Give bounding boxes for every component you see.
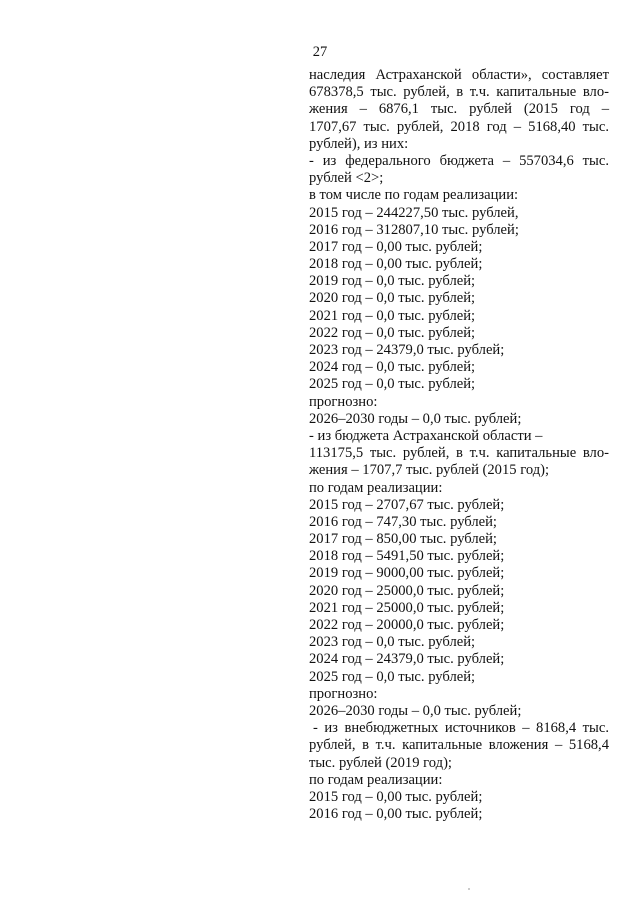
text-line: 2022 год – 0,0 тыс. рублей; [309,324,476,341]
scan-speck [468,888,470,890]
text-line: 2017 год – 0,00 тыс. рублей; [309,238,483,255]
text-line: по годам реализации: [309,479,443,496]
text-line: 113175,5 тыс. рублей, в т.ч. капитальные вло- [309,445,609,462]
text-line: 2026–2030 годы – 0,0 тыс. рублей; [309,702,522,719]
text-line: - из федерального бюджета – 557034,6 тыс. [309,152,609,169]
text-line: 2016 год – 0,00 тыс. рублей; [309,806,483,823]
text-line: - из бюджета Астраханской области – [309,427,543,444]
text-line: наследия Астраханской области», составляет [309,67,609,83]
text-line: тыс. рублей (2019 год); [309,754,452,771]
text-line: 2021 год – 25000,0 тыс. рублей; [309,599,505,616]
text-line: 2022 год – 20000,0 тыс. рублей; [309,617,505,633]
text-line: в том числе по годам реализации: [309,187,519,204]
text-line: 2025 год – 0,0 тыс. рублей; [309,668,476,685]
text-line: 2015 год – 0,00 тыс. рублей; [309,788,483,805]
text-line: 2023 год – 0,0 тыс. рублей; [309,634,476,651]
text-line: по годам реализации: [309,771,443,788]
text-line: 2026–2030 годы – 0,0 тыс. рублей; [309,410,522,427]
text-line: прогнозно: [309,393,378,410]
text-line: 2025 год – 0,0 тыс. рублей; [309,376,476,393]
text-line: рублей <2>; [309,170,384,187]
text-line: рублей, в т.ч. капитальные вложения – 5168,4 [309,737,609,754]
text-line: 1707,67 тыс. рублей, 2018 год – 5168,40 тыс. [309,118,609,135]
text-line: 2023 год – 24379,0 тыс. рублей; [309,342,505,358]
text-line: 2024 год – 0,0 тыс. рублей; [309,359,476,376]
text-line: 2020 год – 0,0 тыс. рублей; [309,290,476,307]
text-line: 2017 год – 850,00 тыс. рублей; [309,531,497,548]
text-line: жения – 1707,7 тыс. рублей (2015 год); [309,462,550,479]
text-line: 2015 год – 2707,67 тыс. рублей; [309,496,505,513]
text-line: 2016 год – 747,30 тыс. рублей; [309,513,497,530]
text-line: 2018 год – 0,00 тыс. рублей; [309,256,483,273]
text-line: 2015 год – 244227,50 тыс. рублей, [309,204,519,221]
text-line: 2020 год – 25000,0 тыс. рублей; [309,582,505,599]
text-line: 2021 год – 0,0 тыс. рублей; [309,307,476,324]
text-line: прогнозно: [309,685,378,702]
text-line: 2024 год – 24379,0 тыс. рублей; [309,651,505,668]
text-line: 678378,5 тыс. рублей, в т.ч. капитальные вло- [309,84,609,101]
text-line: жения – 6876,1 тыс. рублей (2015 год – [309,101,609,118]
body-text [309,67,609,823]
text-line: - из внебюджетных источников – 8168,4 тыс. [313,720,609,737]
text-line: 2016 год – 312807,10 тыс. рублей; [309,221,519,238]
text-line: рублей), из них: [309,135,409,152]
page-number: 27 [312,44,328,60]
text-line: 2018 год – 5491,50 тыс. рублей; [309,548,505,565]
text-line: 2019 год – 9000,00 тыс. рублей; [309,565,505,582]
text-line: 2019 год – 0,0 тыс. рублей; [309,273,476,290]
